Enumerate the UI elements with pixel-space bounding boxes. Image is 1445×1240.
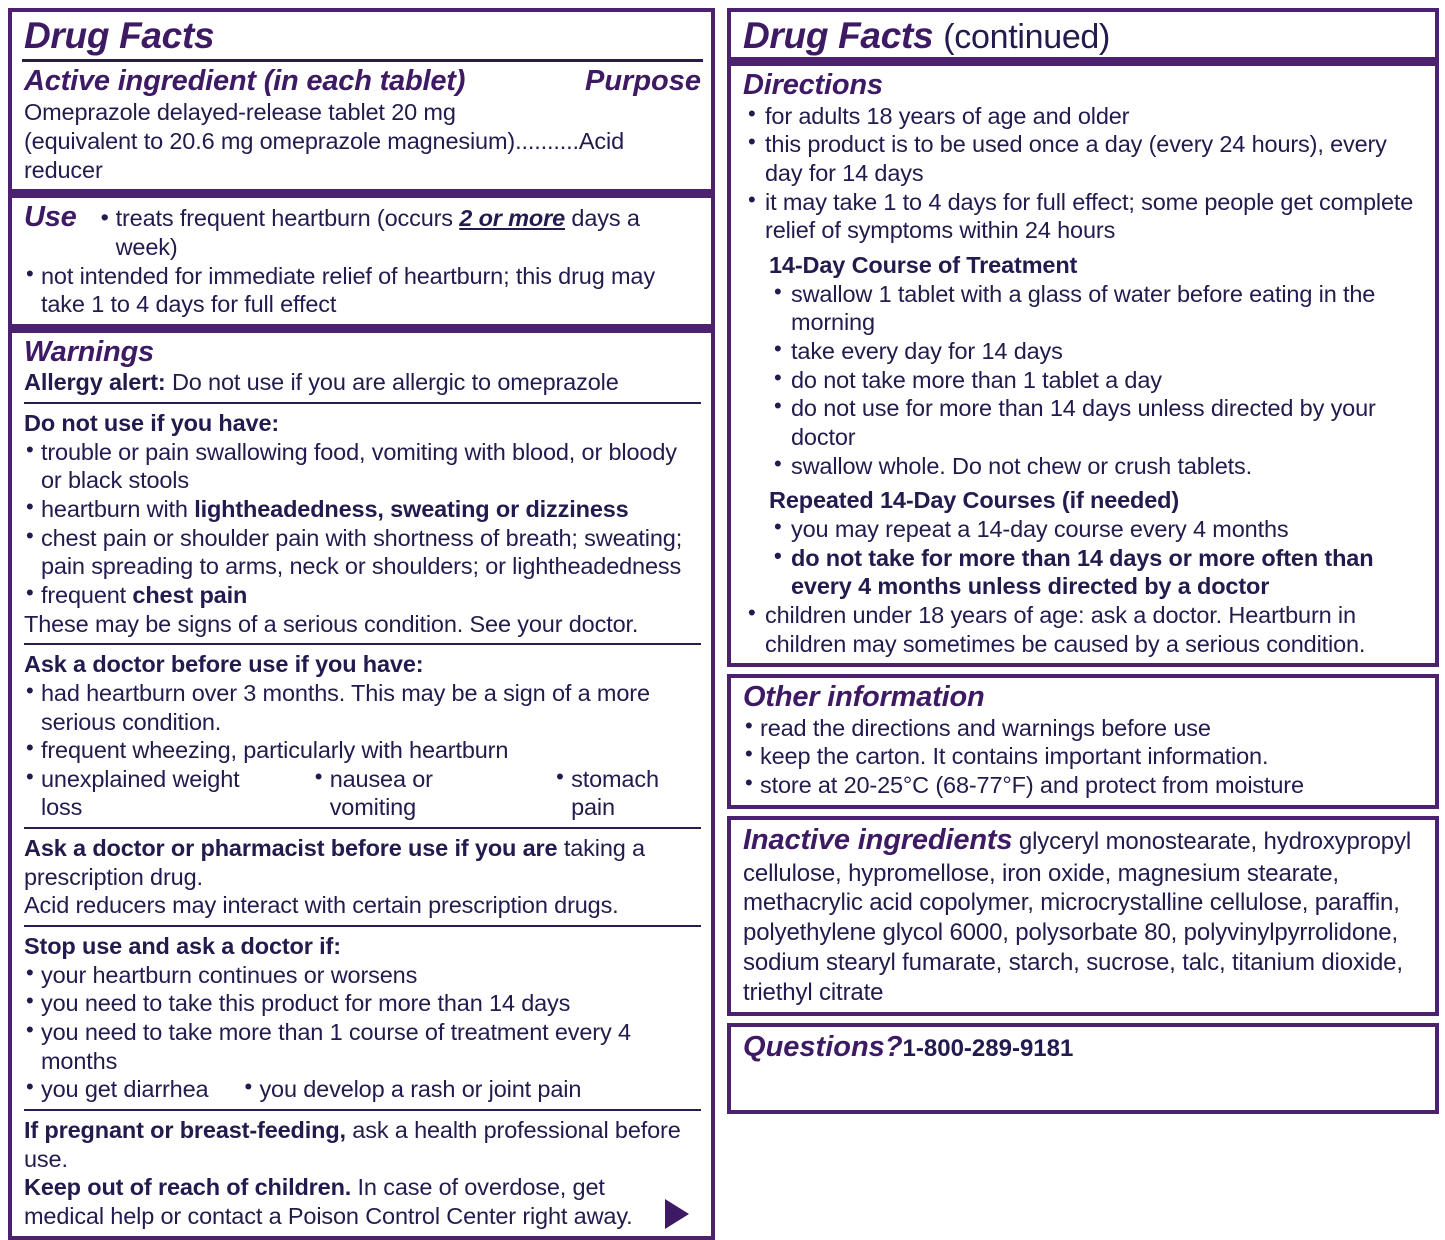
pharmacist-warning <box>24 834 701 891</box>
ask-doctor-heading: Ask a doctor before use if you have: <box>24 651 424 678</box>
stop-use-inline-row <box>24 1075 701 1104</box>
bullet-bold: chest pain <box>132 581 248 608</box>
bullet-text: trouble or pain swallowing food, vomiting with blood, or bloody or black stools <box>41 438 677 494</box>
inactive-ingredients-heading: Inactive ingredients <box>743 823 1013 856</box>
active-ingredient-equivalent: (equivalent to 20.6 mg omeprazole magnesium) <box>24 127 516 154</box>
list-item <box>24 581 701 610</box>
list-item: • store at 20-25°C (68-77°F) and protect from moisture <box>743 771 1425 800</box>
pharmacist-warning-line2: Acid reducers may interact with certain prescription drugs. <box>24 892 619 919</box>
pregnancy-warning-label: If pregnant or breast-feeding, <box>24 1117 346 1144</box>
repeated-courses-list <box>769 515 1425 601</box>
course-of-treatment-heading: 14-Day Course of Treatment <box>769 251 1078 278</box>
leader-dots: .......... <box>515 127 579 154</box>
use-bullet-list <box>24 262 701 319</box>
page-title-text: Drug Facts <box>743 15 934 56</box>
children-warning <box>24 1173 665 1230</box>
list-item <box>24 438 701 495</box>
ask-doctor-inline-row <box>24 765 701 822</box>
use-heading: Use <box>24 201 77 234</box>
bullet-bold: lightheadedness, sweating or dizziness <box>194 495 629 522</box>
warnings-heading: Warnings <box>24 335 154 368</box>
list-item: • do not take more than 1 tablet a day <box>769 366 1425 395</box>
questions-line <box>743 1030 1425 1065</box>
inline-item: • you develop a rash or joint pain <box>242 1075 581 1104</box>
inline-item: • stomach pain <box>554 765 701 822</box>
right-panel-questions <box>727 1023 1439 1114</box>
questions-phone[interactable]: 1-800-289-9181 <box>902 1035 1074 1063</box>
allergy-alert-text: Do not use if you are allergic to omeprazole <box>165 369 619 396</box>
allergy-alert-label: Allergy alert: <box>24 369 166 396</box>
inactive-ingredients-text <box>743 823 1425 1008</box>
list-item: • you may repeat a 14-day course every 4 months <box>769 515 1425 544</box>
stop-use-list <box>24 961 701 1076</box>
inline-item: • you get diarrhea <box>24 1075 208 1104</box>
list-item: • you need to take more than 1 course of treatment every 4 months <box>24 1018 701 1075</box>
questions-heading: Questions? <box>743 1031 903 1064</box>
list-item: • swallow whole. Do not chew or crush tablets. <box>769 452 1425 481</box>
list-item: • swallow 1 tablet with a glass of water before eating in the morning <box>769 280 1425 337</box>
use-bullet-1-post: days a week) <box>115 205 640 260</box>
right-panel-inactive-ingredients <box>727 816 1439 1017</box>
list-item: • your heartburn continues or worsens <box>24 961 701 990</box>
list-item: • for adults 18 years of age and older <box>743 102 1425 131</box>
use-bullet-1: • treats frequent heartburn (occurs 2 or more days a week) <box>100 204 640 260</box>
list-item: • frequent wheezing, particularly with heartburn <box>24 736 701 765</box>
children-warning-row <box>24 1173 701 1230</box>
allergy-alert <box>24 368 701 397</box>
do-not-use-closing: These may be signs of a serious condition. See your doctor. <box>24 610 639 637</box>
pharmacist-warning-label: Ask a doctor or pharmacist before use if you are <box>24 835 558 862</box>
use-bullet-1-emphasis: 2 or more <box>459 205 566 232</box>
list-item: • keep the carton. It contains important information. <box>743 742 1425 771</box>
ask-doctor-list <box>24 679 701 765</box>
active-ingredient-heading: Active ingredient (in each tablet) <box>24 65 466 98</box>
use-bullet-2: • not intended for immediate relief of heartburn; this drug may take 1 to 4 days for full effect <box>24 262 701 319</box>
warnings-section <box>12 333 711 1236</box>
pregnancy-warning <box>24 1116 701 1173</box>
page-title: Drug Facts <box>24 15 215 56</box>
section-band <box>12 324 711 333</box>
right-panel-other-info <box>727 674 1439 808</box>
do-not-use-heading: Do not use if you have: <box>24 409 280 436</box>
inline-item: • nausea or vomiting <box>313 765 514 822</box>
other-information-list <box>743 714 1425 800</box>
active-ingredient-line2 <box>24 127 701 184</box>
purpose-heading: Purpose <box>584 65 702 98</box>
directions-section <box>731 66 1435 663</box>
do-not-use-list <box>24 438 701 610</box>
list-item <box>24 495 701 524</box>
section-band <box>731 57 1435 66</box>
list-item: • you need to take this product for more than 14 days <box>24 989 701 1018</box>
active-ingredient-section <box>12 62 711 189</box>
left-panel <box>8 8 715 1240</box>
divider <box>24 925 701 927</box>
list-item: • do not take for more than 14 days or more often than every 4 months unless directed by a doctor <box>769 544 1425 601</box>
directions-heading: Directions <box>743 69 883 102</box>
use-section <box>12 198 711 324</box>
inactive-ingredients-section <box>731 820 1435 1013</box>
divider <box>24 1109 701 1111</box>
continuation-arrow-icon <box>665 1199 689 1229</box>
bullet-text: heartburn with <box>41 495 195 522</box>
children-warning-text: In case of overdose, get medical help or contact a Poison Control Center right away. <box>24 1174 633 1229</box>
other-information-heading: Other information <box>743 681 985 714</box>
children-warning-label: Keep out of reach of children. <box>24 1174 352 1201</box>
list-item <box>24 524 701 581</box>
divider <box>24 827 701 829</box>
right-column <box>727 8 1439 1114</box>
active-ingredient-line1: Omeprazole delayed-release tablet 20 mg <box>24 99 456 126</box>
continued-suffix: (continued) <box>943 18 1111 56</box>
directions-list <box>743 102 1425 245</box>
other-information-section <box>731 678 1435 804</box>
list-item: • read the directions and warnings before use <box>743 714 1425 743</box>
left-column <box>8 8 715 1229</box>
repeated-courses-heading: Repeated 14-Day Courses (if needed) <box>769 487 1180 514</box>
inactive-ingredients-list: glyceryl monostearate, hydroxypropyl cellulose, hypromellose, iron oxide, magnesium stearate, methacrylic acid copolymer, microcrystalline cellulose, paraffin, polyethylene glycol 6000, polysorbate 80, polyvinylpyrrolidone, sodium stearyl fumarate, starch, sucrose, talc, titanium dioxide, triethyl citrate <box>743 827 1412 1006</box>
list-item: • had heartburn over 3 months. This may be a sign of a more serious condition. <box>24 679 701 736</box>
children-directions-list <box>743 601 1425 658</box>
section-band <box>12 189 711 198</box>
list-item: • this product is to be used once a day (every 24 hours), every day for 14 days <box>743 130 1425 187</box>
list-item: • children under 18 years of age: ask a doctor. Heartburn in children may sometimes be caused by a serious condition. <box>743 601 1425 658</box>
bullet-text: chest pain or shoulder pain with shortness of breath; sweating; pain spreading to arms, neck or shoulders; or lightheadedness <box>41 524 683 580</box>
active-ingredient-purpose-value: Acid reducer <box>24 127 624 183</box>
inline-item: • unexplained weight loss <box>24 765 273 822</box>
list-item: • do not use for more than 14 days unless directed by your doctor <box>769 394 1425 451</box>
page-title-continued <box>731 12 1435 57</box>
questions-section <box>731 1027 1435 1070</box>
pregnancy-warning-text: ask a health professional before use. <box>24 1117 681 1172</box>
course-of-treatment-list <box>769 280 1425 481</box>
bullet-text: frequent <box>41 581 133 608</box>
right-panel-directions <box>727 8 1439 667</box>
divider <box>24 643 701 645</box>
divider <box>24 402 701 404</box>
list-item: • it may take 1 to 4 days for full effect; some people get complete relief of symptoms within 24 hours <box>743 188 1425 245</box>
use-bullet-1-pre: treats frequent heartburn (occurs <box>115 205 460 232</box>
list-item: • take every day for 14 days <box>769 337 1425 366</box>
pharmacist-warning-text: taking a prescription drug. <box>24 835 645 890</box>
stop-use-heading: Stop use and ask a doctor if: <box>24 933 341 960</box>
